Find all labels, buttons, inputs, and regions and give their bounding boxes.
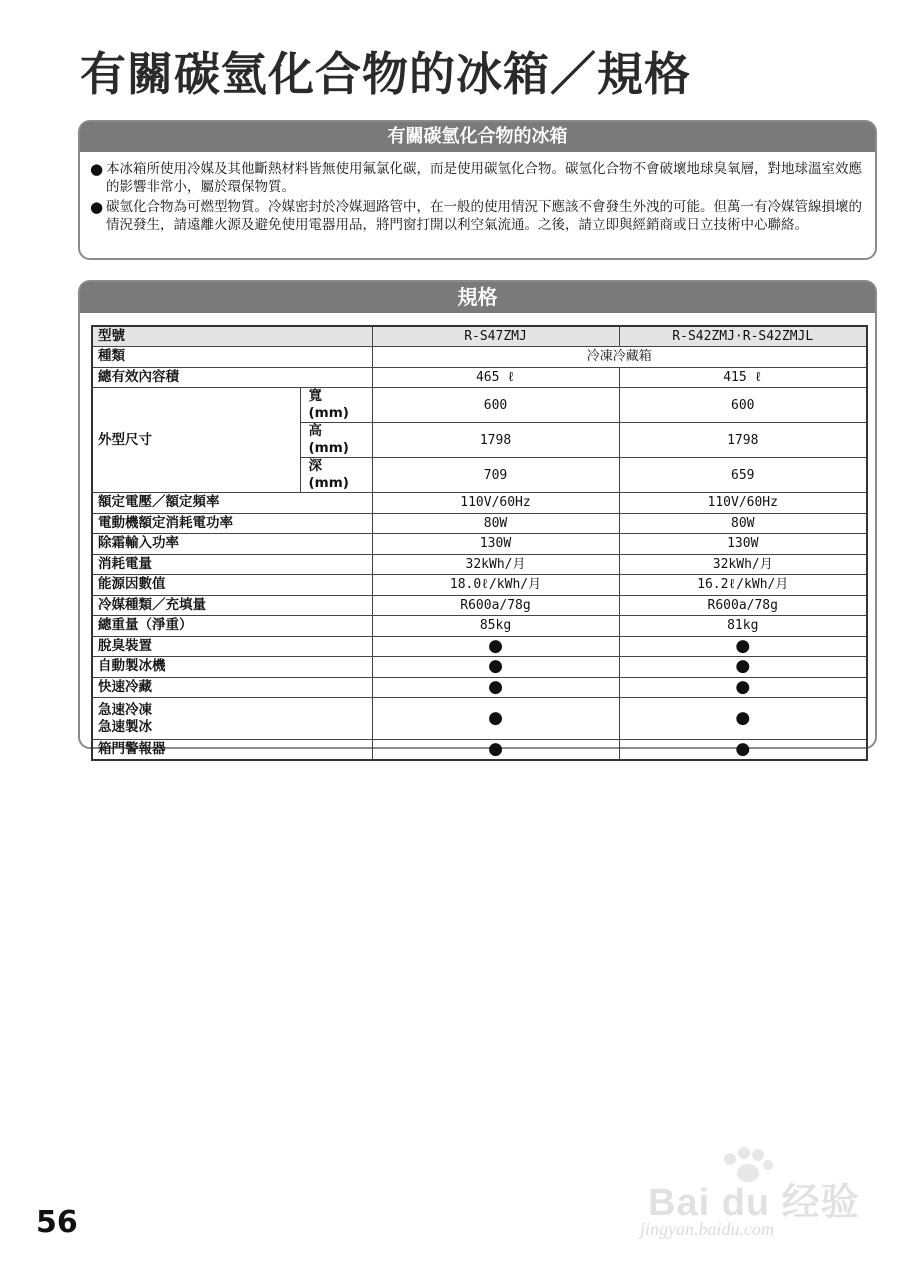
feature-label: 箱門警報器 (92, 740, 372, 761)
bullet-item (90, 198, 865, 234)
bullet-text: 碳氫化合物為可燃型物質。冷媒密封於冷媒迴路管中，在一般的使用情況下應該不會發生外洩的可能。但萬一有冷媒管線損壞的情況發生，請遠離火源及避免使用電器用品，將門窗打開以利空氣流通。之後，請立即與經銷商或日立技術中心聯絡。 (106, 199, 862, 233)
value-b: 415 ℓ (619, 367, 867, 388)
model-a-header: R-S47ZMJ (372, 326, 619, 347)
hydrocarbon-section-title: 有關碳氫化合物的冰箱 (80, 122, 875, 152)
feature-dot-icon: ● (619, 740, 867, 761)
table-row (92, 347, 867, 368)
row-label: 種類 (92, 347, 372, 368)
feature-label-line: 急速製冰 (98, 718, 152, 735)
feature-row (92, 698, 867, 740)
value-b: 110V/60Hz (619, 493, 867, 514)
feature-dot-icon: ● (372, 740, 619, 761)
value-a: 85kg (372, 616, 619, 637)
feature-label (92, 698, 372, 740)
feature-dot-icon: ● (619, 636, 867, 657)
feature-dot-icon: ● (372, 657, 619, 678)
row-label: 能源因數值 (92, 575, 372, 596)
table-row (92, 595, 867, 616)
dimension-sub-label: 高 (mm) (300, 423, 372, 458)
feature-dot-icon: ● (619, 698, 867, 740)
table-row (92, 575, 867, 596)
feature-row (92, 740, 867, 761)
feature-label: 脫臭裝置 (92, 636, 372, 657)
value-b: 600 (619, 388, 867, 423)
row-label: 額定電壓／額定頻率 (92, 493, 372, 514)
type-value: 冷凍冷藏箱 (372, 347, 867, 368)
row-label: 除霜輸入功率 (92, 534, 372, 555)
bullet-text: 本冰箱所使用冷媒及其他斷熱材料皆無使用氟氯化碳，而是使用碳氫化合物。碳氫化合物不會破壞地球臭氧層，對地球溫室效應的影響非常小，屬於環保物質。 (106, 161, 862, 195)
value-a: 130W (372, 534, 619, 555)
table-row (92, 388, 867, 423)
table-header-row (92, 326, 867, 347)
feature-row (92, 677, 867, 698)
row-label: 總有效內容積 (92, 367, 372, 388)
value-a: 600 (372, 388, 619, 423)
value-b: R600a/78g (619, 595, 867, 616)
feature-dot-icon: ● (372, 636, 619, 657)
feature-label-line: 急速冷凍 (98, 701, 152, 718)
row-label: 電動機額定消耗電功率 (92, 513, 372, 534)
value-b: 80W (619, 513, 867, 534)
dimensions-label: 外型尺寸 (92, 388, 300, 493)
table-row (92, 534, 867, 555)
row-label: 消耗電量 (92, 554, 372, 575)
feature-row (92, 657, 867, 678)
value-a: 110V/60Hz (372, 493, 619, 514)
page-number: 56 (36, 1205, 78, 1240)
model-b-header: R-S42ZMJ·R-S42ZMJL (619, 326, 867, 347)
specification-section-title: 規格 (80, 282, 875, 313)
dimension-sub-label: 寬 (mm) (300, 388, 372, 423)
value-a: 32kWh/月 (372, 554, 619, 575)
watermark-brand: Bai du 经验 (648, 1182, 860, 1224)
table-row (92, 493, 867, 514)
dimension-sub-label: 深 (mm) (300, 458, 372, 493)
feature-dot-icon: ● (619, 657, 867, 678)
row-label: 冷媒種類／充填量 (92, 595, 372, 616)
feature-row (92, 636, 867, 657)
value-a: R600a/78g (372, 595, 619, 616)
row-label: 總重量（淨重） (92, 616, 372, 637)
value-a: 709 (372, 458, 619, 493)
value-b: 32kWh/月 (619, 554, 867, 575)
bullet-icon: ● (90, 198, 104, 216)
watermark-url: jingyan.baidu.com (640, 1219, 774, 1239)
page-title: 有關碳氫化合物的冰箱／規格 (80, 47, 691, 101)
feature-label: 快速冷藏 (92, 677, 372, 698)
table-row (92, 554, 867, 575)
value-b: 1798 (619, 423, 867, 458)
bullet-icon: ● (90, 160, 104, 178)
hydrocarbon-info-box (78, 120, 877, 260)
feature-dot-icon: ● (372, 677, 619, 698)
table-row (92, 367, 867, 388)
table-row (92, 513, 867, 534)
feature-label: 自動製冰機 (92, 657, 372, 678)
value-a: 80W (372, 513, 619, 534)
specification-box (78, 280, 877, 759)
value-b: 659 (619, 458, 867, 493)
table-row (92, 616, 867, 637)
value-b: 130W (619, 534, 867, 555)
bullet-item (90, 160, 865, 196)
value-b: 16.2ℓ/kWh/月 (619, 575, 867, 596)
value-a: 465 ℓ (372, 367, 619, 388)
value-b: 81kg (619, 616, 867, 637)
feature-dot-icon: ● (619, 677, 867, 698)
specification-table (91, 325, 868, 761)
value-a: 18.0ℓ/kWh/月 (372, 575, 619, 596)
baidu-watermark (640, 1145, 860, 1245)
model-header-label: 型號 (92, 326, 372, 347)
feature-dot-icon: ● (372, 698, 619, 740)
value-a: 1798 (372, 423, 619, 458)
